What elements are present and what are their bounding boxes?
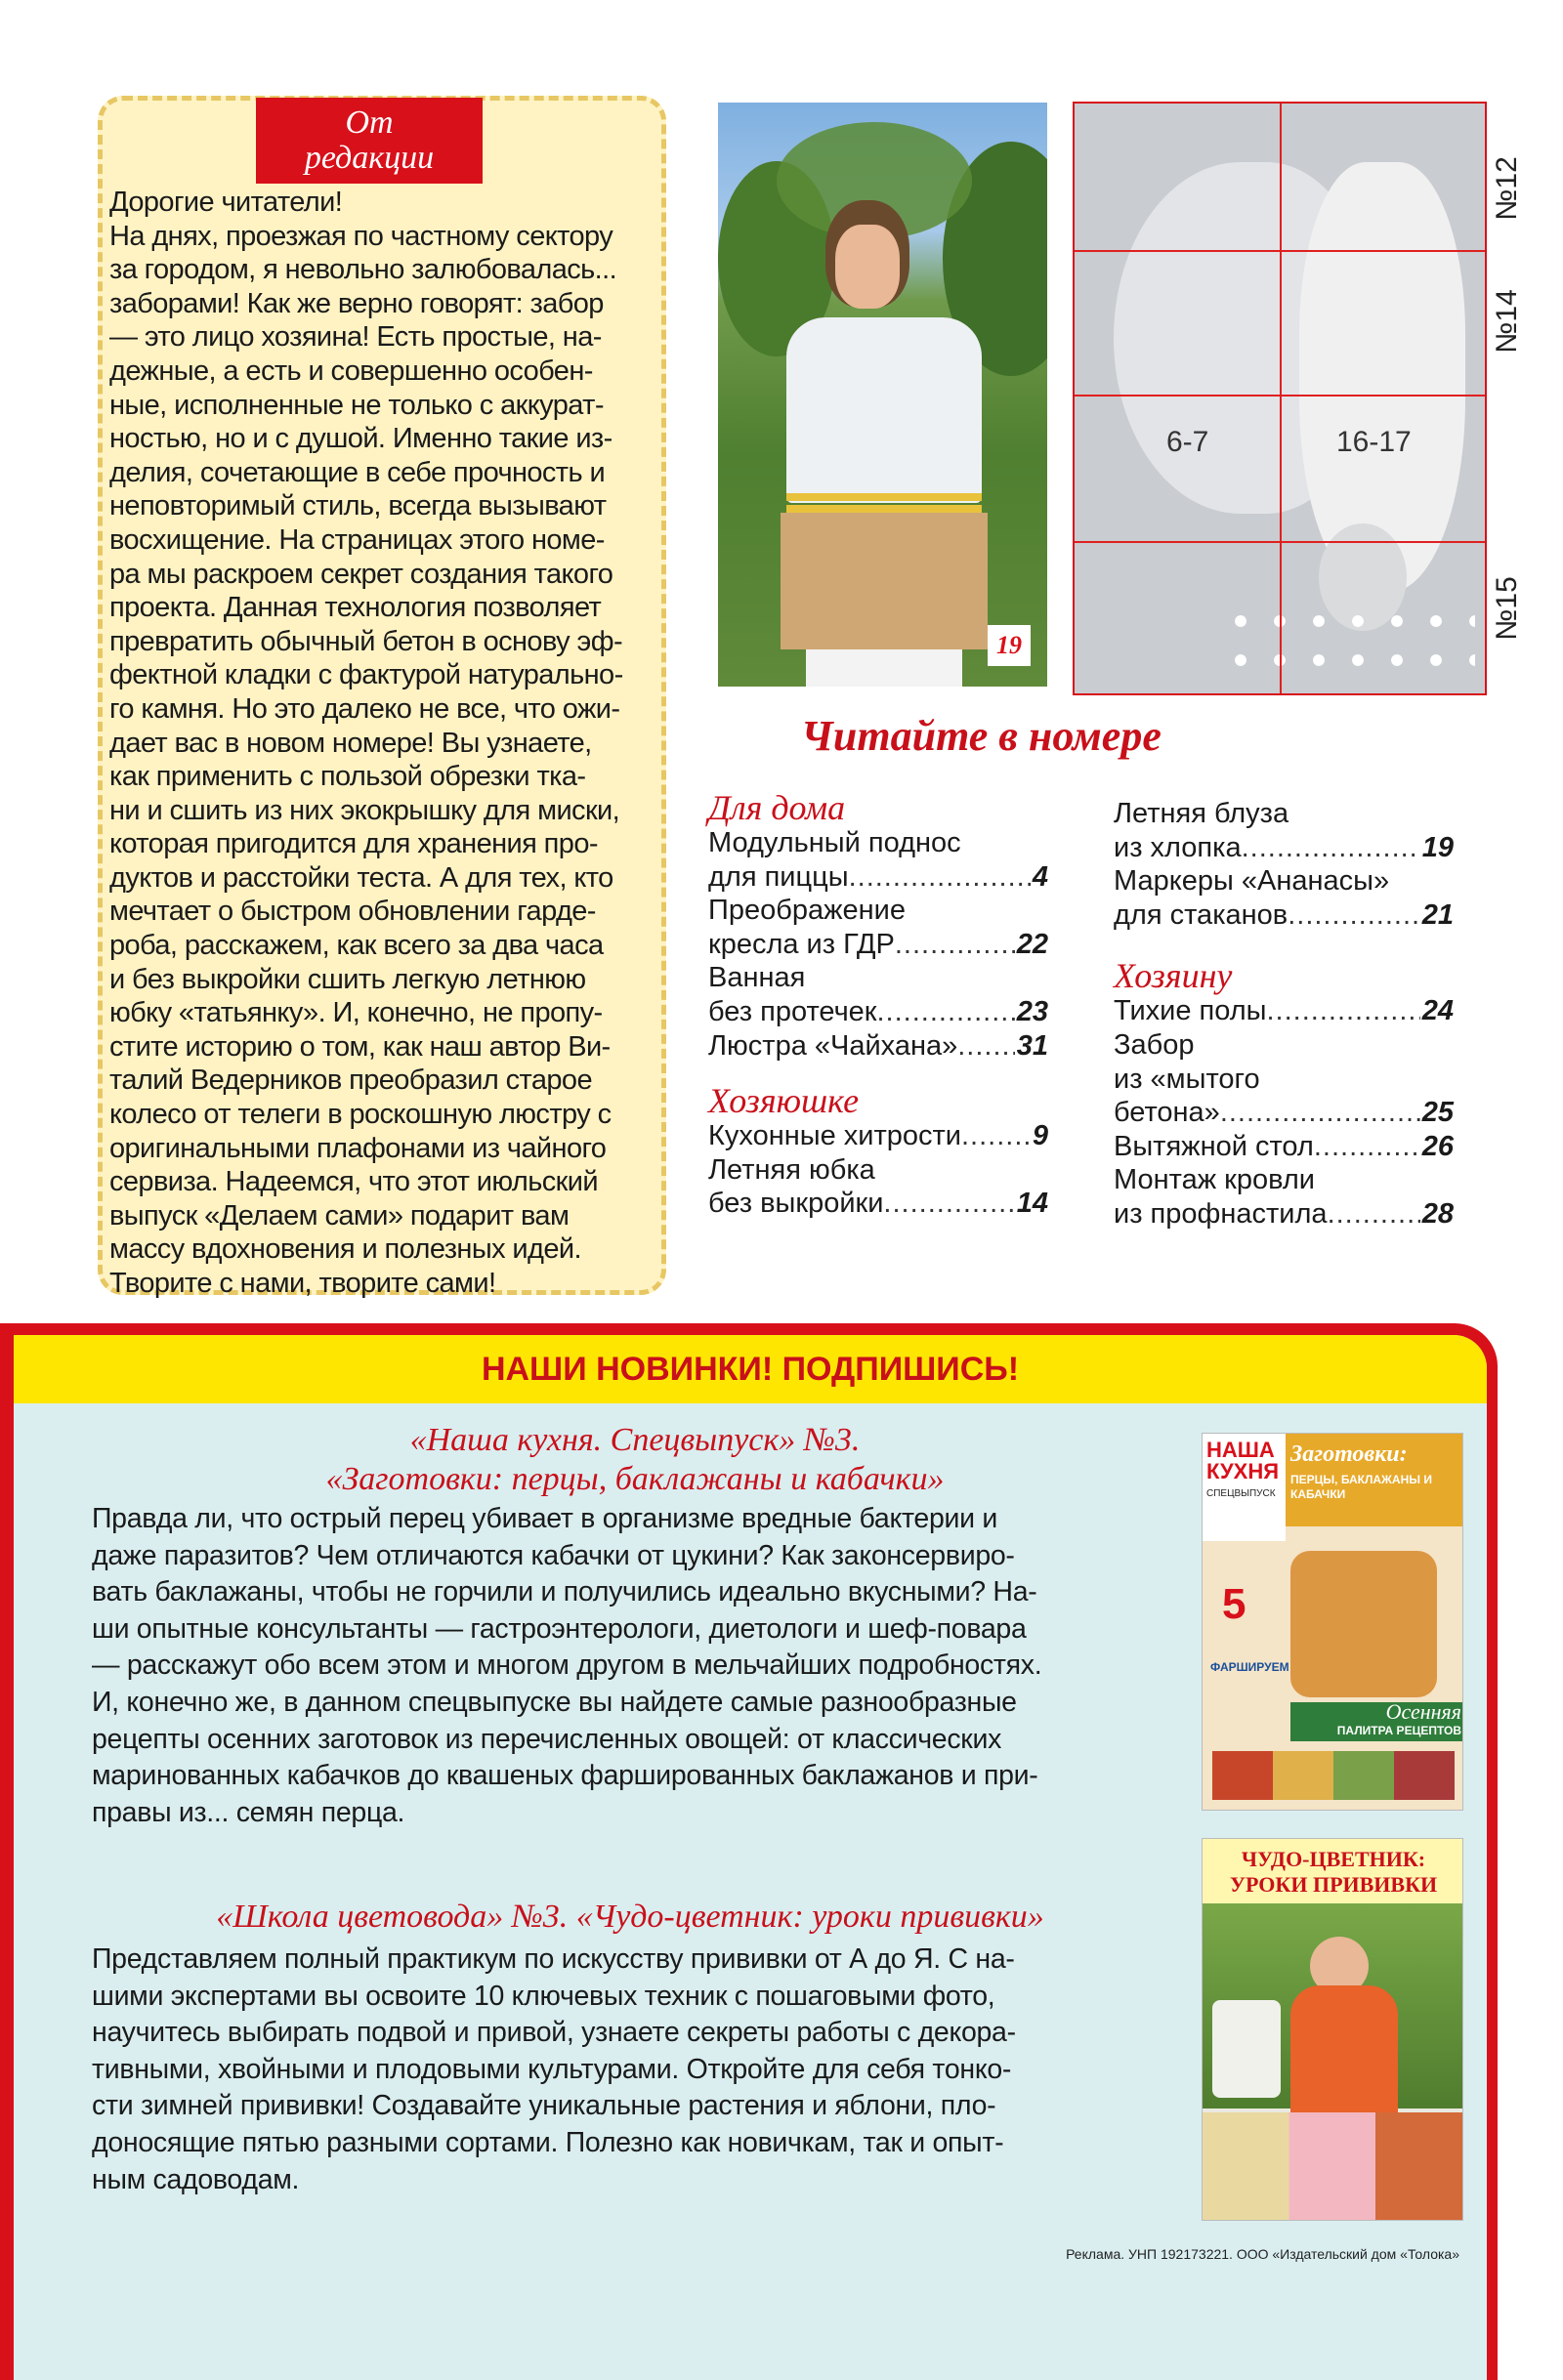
issue-label: №15 <box>1490 576 1523 641</box>
editorial-line: талий Ведерников преобразил старое <box>109 1065 592 1097</box>
promo-item2-line: шими экспертами вы освоите 10 ключевых техник с пошаговыми фото, <box>92 1980 995 2012</box>
kitchen-magazine-cover <box>1202 1433 1463 1811</box>
promo-item1-title-line1: «Наша кухня. Спецвыпуск» №3. <box>409 1422 861 1458</box>
kitchen-cover-big-number: 5 <box>1222 1580 1246 1628</box>
contents-item[interactable] <box>708 894 1048 961</box>
contents-item-title: Ванная <box>708 962 806 994</box>
editorial-line: Дорогие читатели! <box>109 187 343 218</box>
promo-item1-text <box>92 1501 1176 1831</box>
promo-item1-line: даже паразитов? Чем отличаются кабачки от цукини? Как законсервиро- <box>92 1539 1015 1571</box>
editorial-line: роба, расскажем, как всего за два часа <box>109 930 604 962</box>
horse-page-label: 16-17 <box>1336 426 1412 458</box>
issue-label: №12 <box>1490 156 1523 221</box>
contents-page-number: 24 <box>1421 995 1454 1027</box>
editorial-line: как применить с пользой обрезки тка- <box>109 761 586 793</box>
editorial-line: сервиза. Надеемся, что этот июльский <box>109 1166 598 1198</box>
contents-item[interactable] <box>1114 797 1454 864</box>
contents-item-line <box>1114 994 1454 1028</box>
contents-item-title: для пиццы <box>708 860 849 893</box>
contents-left-column <box>708 789 1048 1221</box>
contents-item[interactable] <box>1114 1163 1454 1231</box>
editorial-line: фектной кладки с фактурой натурально- <box>109 659 623 691</box>
leader-dots <box>1328 1197 1420 1232</box>
contents-item[interactable] <box>1114 1028 1454 1130</box>
promo-item2-line: научитесь выбирать подвой и привой, узнаете секреты работы с декора- <box>92 2017 1016 2049</box>
contents-item-line <box>708 1187 1048 1221</box>
editorial-line: ностью, но и с душой. Именно такие из- <box>109 423 613 455</box>
editorial-line: стите историю о том, как наш автор Ви- <box>109 1030 611 1063</box>
contents-page-number: 25 <box>1421 1097 1454 1129</box>
contents-item-title: Летняя юбка <box>708 1153 875 1186</box>
contents-item-line <box>708 1119 1048 1153</box>
leader-dots <box>957 1029 1014 1064</box>
editorial-line: выпуск «Делаем сами» подарит вам <box>109 1199 570 1232</box>
contents-item-line <box>1114 1197 1454 1232</box>
promo-item1-line: ши опытные консультанты — гастроэнтерологи, диетологи и шеф-повара <box>92 1612 1027 1645</box>
garden-magazine-cover <box>1202 1838 1463 2221</box>
contents-item-title: из профнастила <box>1114 1197 1328 1230</box>
promo-item2-line: сти зимней прививки! Создавайте уникальные растения и яблони, пло- <box>92 2090 996 2122</box>
contents-section <box>1114 957 1454 1231</box>
editorial-line: оригинальными плафонами из чайного <box>109 1132 607 1164</box>
editorial-line: восхищение. На страницах этого номе- <box>109 523 605 556</box>
editorial-line: ра мы раскроем секрет создания такого <box>109 558 613 590</box>
promo-item1-title <box>88 1421 1182 1499</box>
editorial-line: дуктов и расстойки теста. А для тех, кто <box>109 861 613 894</box>
contents-item-title: кресла из ГДР <box>708 928 895 960</box>
promo-item1-line: Правда ли, что острый перец убивает в организме вредные бактерии и <box>92 1503 997 1534</box>
promo-item1-title-line2: «Заготовки: перцы, баклажаны и кабачки» <box>325 1461 945 1497</box>
horse-embroidery-image <box>1073 102 1487 695</box>
contents-item-line <box>1114 831 1454 865</box>
leader-dots <box>1314 1130 1420 1164</box>
editorial-line: и без выкройки сшить легкую летнюю <box>109 963 586 995</box>
kitchen-cover-brand: НАША КУХНЯ <box>1206 1438 1280 1483</box>
editorial-line: которая пригодится для хранения про- <box>109 828 598 860</box>
promo-item2-line: Представляем полный практикум по искусству прививки от А до Я. С на- <box>92 1943 1015 1975</box>
promo-item2-line: ным садоводам. <box>92 2163 300 2195</box>
contents-item[interactable] <box>1114 994 1454 1028</box>
leader-dots <box>877 995 1015 1029</box>
editorial-line: массу вдохновения и полезных идей. <box>109 1233 581 1266</box>
editorial-badge-line2: редакции <box>304 140 435 176</box>
contents-item-line <box>1114 1130 1454 1164</box>
contents-item-title: Модульный поднос <box>708 827 961 858</box>
contents-item[interactable] <box>708 1153 1048 1221</box>
contents-title: Читайте в номере <box>801 712 1162 760</box>
contents-page-number: 31 <box>1016 1029 1048 1062</box>
contents-section-heading: Хозяину <box>1114 956 1233 996</box>
contents-item[interactable] <box>708 1119 1048 1153</box>
editorial-badge-line1: От <box>345 104 394 141</box>
contents-item-title: из «мытого <box>1114 1063 1260 1095</box>
contents-item[interactable] <box>708 826 1048 894</box>
contents-item-title: Маркеры «Ананасы» <box>1114 865 1390 898</box>
promo-item1-line: И, конечно же, в данном спецвыпуске вы найдете самые разнообразные <box>92 1686 1017 1718</box>
contents-section <box>1114 797 1454 932</box>
contents-item-line <box>708 1029 1048 1064</box>
promo-item1-line: — расскажут обо всем этом и многом другом в мельчайших подробностях. <box>92 1649 1042 1682</box>
contents-item-title: Вытяжной стол <box>1114 1130 1314 1162</box>
promo-item2-text <box>92 1942 1176 2198</box>
editorial-line: юбку «татьянку». И, конечно, не пропу- <box>109 997 603 1029</box>
leader-dots <box>1242 831 1420 865</box>
contents-item-title: Кухонные хитрости <box>708 1120 961 1152</box>
promo-item1-line: рецепты осенних заготовок из перечисленных овощей: от классических <box>92 1723 1002 1755</box>
horse-page-label: 6-7 <box>1166 426 1209 458</box>
contents-item-title: для стаканов <box>1114 898 1288 931</box>
editorial-line: — это лицо хозяина! Есть простые, на- <box>109 321 602 354</box>
editorial-line: дает вас в новом номере! Вы узнаете, <box>109 727 592 759</box>
editorial-line: превратить обычный бетон в основу эф- <box>109 625 623 657</box>
editorial-line: делия, сочетающие в себе прочность и <box>109 456 606 488</box>
contents-item[interactable] <box>1114 1130 1454 1164</box>
kitchen-cover-sub: СПЕЦВЫПУСК <box>1206 1488 1276 1499</box>
editorial-line: го камня. Но это далеко не все, что ожи- <box>109 692 620 725</box>
leader-dots <box>849 860 1031 895</box>
contents-item-title: Преображение <box>708 895 906 927</box>
contents-item-line <box>1114 898 1454 933</box>
editorial-line: мечтает о быстром обновлении гарде- <box>109 896 596 928</box>
leader-dots <box>961 1119 1031 1153</box>
editorial-line: Творите с нами, творите сами! <box>109 1268 496 1299</box>
blouse-photo <box>718 103 1047 687</box>
garden-cover-title2: УРОКИ ПРИВИВКИ <box>1229 1872 1438 1897</box>
editorial-badge <box>256 98 483 184</box>
contents-page-number: 9 <box>1032 1120 1048 1152</box>
contents-page-number: 4 <box>1032 860 1048 893</box>
editorial-line: за городом, я невольно залюбовалась... <box>109 254 617 286</box>
contents-page-number: 21 <box>1421 898 1454 931</box>
contents-item[interactable] <box>708 961 1048 1028</box>
contents-section <box>708 789 1048 1063</box>
contents-section-heading: Для дома <box>708 788 846 827</box>
contents-item-line <box>708 860 1048 895</box>
garden-cover-title1: ЧУДО-ЦВЕТНИК: <box>1241 1847 1426 1871</box>
promo-item1-line: вать баклажаны, чтобы не горчили и получились идеально вкусными? На- <box>92 1576 1037 1608</box>
promo-header: НАШИ НОВИНКИ! ПОДПИШИСЬ! <box>481 1351 1020 1388</box>
contents-item-title: Тихие полы <box>1114 995 1267 1027</box>
contents-page-number: 14 <box>1016 1188 1048 1220</box>
leader-dots <box>883 1187 1014 1221</box>
promo-item2-line: доносящие пятью разными сортами. Полезно как новичкам, так и опыт- <box>92 2126 1004 2158</box>
editorial-line: проекта. Данная технология позволяет <box>109 592 602 624</box>
kitchen-cover-band1: Осенняя <box>1385 1699 1461 1724</box>
editorial-line: дежные, а есть и совершенно особен- <box>109 355 593 387</box>
contents-page-number: 19 <box>1421 831 1454 863</box>
contents-item-title: без выкройки <box>708 1188 884 1220</box>
contents-item[interactable] <box>1114 864 1454 932</box>
contents-item-line <box>1114 1096 1454 1130</box>
ad-footnote: Реклама. УНП 192173221. ООО «Издательский дом «Толока» <box>1066 2246 1459 2262</box>
contents-item[interactable] <box>708 1029 1048 1064</box>
contents-right-column <box>1114 797 1454 1232</box>
promo-item2-title: «Школа цветовода» №3. «Чудо-цветник: уроки прививки» <box>216 1899 1044 1935</box>
contents-item-title: Забор <box>1114 1028 1195 1061</box>
editorial-text <box>109 186 656 1301</box>
editorial-line: На днях, проезжая по частному сектору <box>109 220 613 252</box>
kitchen-cover-title: Заготовки: <box>1290 1441 1408 1467</box>
promo-item1-line: маринованных кабачков до квашеных фаршированных баклажанов и при- <box>92 1760 1038 1792</box>
kitchen-cover-subtitle: ПЕРЦЫ, БАКЛАЖАНЫ И КАБАЧКИ <box>1290 1473 1432 1501</box>
leader-dots <box>895 928 1015 962</box>
kitchen-cover-stuffed: ФАРШИРУЕМ <box>1210 1660 1289 1674</box>
editorial-line: ные, исполненные не только с аккурат- <box>109 389 604 421</box>
promo-item1-line: правы из... семян перца. <box>92 1796 405 1828</box>
contents-item-title: бетона» <box>1114 1097 1220 1129</box>
blouse-page-badge: 19 <box>988 625 1031 666</box>
kitchen-cover-band2: ПАЛИТРА РЕЦЕПТОВ <box>1336 1724 1461 1737</box>
leader-dots <box>1220 1096 1420 1130</box>
contents-item-line <box>708 928 1048 962</box>
contents-item-line <box>708 995 1048 1029</box>
contents-section-heading: Хозяюшке <box>708 1081 860 1121</box>
contents-page-number: 26 <box>1421 1130 1454 1162</box>
promo-item2-line: тивными, хвойными и плодовыми культурами. Откройте для себя тонко- <box>92 2053 1012 2085</box>
contents-item-title: из хлопка <box>1114 831 1242 863</box>
editorial-line: заборами! Как же верно говорят: забор <box>109 287 604 319</box>
contents-section <box>708 1082 1048 1221</box>
editorial-line: неповторимый стиль, всегда вызывают <box>109 490 607 522</box>
issue-label: №14 <box>1490 289 1523 354</box>
contents-item-title: Люстра «Чайхана» <box>708 1029 958 1062</box>
contents-page-number: 23 <box>1016 995 1048 1027</box>
contents-page-number: 28 <box>1421 1197 1454 1230</box>
contents-item-title: без протечек <box>708 995 877 1027</box>
editorial-line: колесо от телеги в роскошную люстру с <box>109 1099 612 1131</box>
leader-dots <box>1266 994 1419 1028</box>
editorial-line: ни и сшить из них экокрышку для миски, <box>109 794 620 826</box>
contents-item-title: Летняя блуза <box>1114 798 1289 829</box>
contents-item-title: Монтаж кровли <box>1114 1164 1315 1196</box>
contents-page-number: 22 <box>1016 928 1048 960</box>
leader-dots <box>1288 898 1420 933</box>
